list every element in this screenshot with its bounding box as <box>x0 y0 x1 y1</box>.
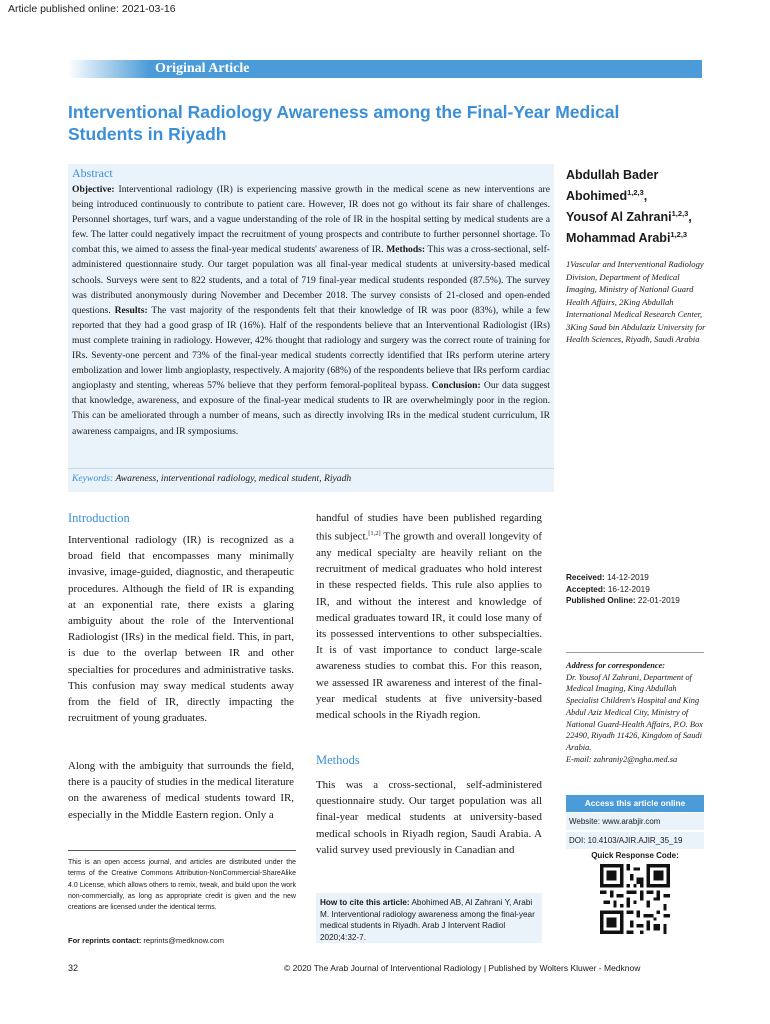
introduction-heading: Introduction <box>68 511 130 525</box>
how-to-cite-box <box>316 893 542 943</box>
conclusion-label: Conclusion: <box>431 380 481 392</box>
article-dates <box>566 572 680 607</box>
qr-label: Quick Response Code: <box>591 851 679 860</box>
intro-paragraph-2: Along with the ambiguity that surrounds the field, there is a paucity of studies in the medical literature on the awareness of medical students toward IR, especially in the Middle Eastern region. Only a <box>68 760 294 821</box>
doi-row[interactable]: DOI: 10.4103/AJIR.AJIR_35_19 <box>566 832 704 849</box>
author-1-affil: 1,2,3 <box>627 188 644 197</box>
intro-p3-start: handful of studies have been published regarding this subject. <box>316 512 542 543</box>
author-3 <box>566 226 706 247</box>
reprints-label: For reprints contact: <box>68 936 142 945</box>
correspondence-divider <box>566 652 704 653</box>
correspondence-address: Dr. Yousof Al Zahrani, Department of Medical Imaging, King Abdullah Specialist Children's Hospital and King Abdul Aziz Medical City, Ministry of National Guard-Health Affairs, P.O. Box 22490, Riyadh 11426, Kingdom of Saudi Arabia. <box>566 672 703 752</box>
keywords-text: Awareness, interventional radiology, medical student, Riyadh <box>113 473 352 484</box>
citation-ref: [1,2] <box>368 530 381 538</box>
keywords-label: Keywords: <box>72 473 114 484</box>
cite-label: How to cite this article: <box>320 898 410 907</box>
methods-heading: Methods <box>316 753 360 767</box>
online-date <box>566 595 680 607</box>
license-divider <box>68 850 296 851</box>
abstract-heading: Abstract <box>72 166 113 180</box>
online-label: Published Online: <box>566 596 636 606</box>
author-1: Abdullah Bader Abohimed$^{1,2,3}$, <box>566 168 659 204</box>
qr-code-icon[interactable] <box>600 864 670 934</box>
author-1-name: Abdullah Bader Abohimed <box>566 168 659 204</box>
results-text: The vast majority of the respondents felt that their knowledge of IR was poor (83%), while a few reported that they had a good grasp of IR (16%). Half of the respondents believe that an Interventional Radiologist (IRs) must complete training in radiology. However, 42% thought that radiology and surgery was the correct route of training for IRs. Seventy-one percent and 73% of the final-year medical students correctly identified that IRs perform uterine artery embolization and lower limb angioplasty, respectively. A majority (68%) of the respondents believe that IRs perform cardiac angioplasty and stenting, whereas 57% believe that they perform femoral-popliteal bypass. <box>72 304 550 392</box>
cite-text: Abohimed AB, Al Zahrani Y, Arabi M. Interventional radiology awareness among the final-year medical students in Riyadh. Arab J Intervent Radiol 2020;4:32-7. <box>320 898 535 942</box>
keywords-divider <box>68 468 554 469</box>
objective-label: Objective: <box>72 184 115 195</box>
correspondence-label: Address for correspondence: <box>566 661 666 670</box>
intro-p3-end: The growth and overall longevity of any medical specialty are heavily reliant on the recruitment of medical graduates who hold interest in these respected fields. This rule also applies to IR, and without the interest and knowledge of medical graduates toward IR, it could lose many of its possessed interventions to other subspecialties. It is of vast importance to conduct large-scale awareness studies to combat this. For this reason, we assessed IR awareness and interest of the final-year medical students at five university-based medical schools in the Riyadh region. <box>316 530 542 722</box>
received-label: Received: <box>566 573 605 582</box>
author-2-name: Yousof Al Zahrani <box>566 210 672 225</box>
accepted-date <box>566 584 680 596</box>
received-value: 14-12-2019 <box>604 573 649 582</box>
accepted-label: Accepted: <box>566 584 606 594</box>
keywords <box>72 473 550 484</box>
intro-paragraph-1: Interventional radiology (IR) is recognized as a broad field that encompasses many minimally invasive, image-guided, diagnostic, and therapeutic procedures. Although the field of IR is expanding at an exponential rate, there exists a glaring ambiguity about the role of the Interventional Radiologist (IRs) in the medical field. This, in part, is due to the overlap between IR and other specialties for procedures and administrative tasks. This confusion may sway medical students away from the field of IR, directly impacting the recruitment of young graduates. <box>68 534 294 725</box>
reprints-contact <box>68 936 224 945</box>
abstract-text <box>72 182 550 439</box>
affiliations: 1Vascular and Interventional Radiology Division, Department of Medical Imaging, Ministry of National Guard Health Affairs, 2King Abdullah International Medical Research Center, 3King Saud bin Abdulaziz University for Health Sciences, Riyadh, Saudi Arabia <box>566 259 706 344</box>
accepted-value: 16-12-2019 <box>605 584 650 594</box>
methods-text: This was a cross-sectional, self-administered questionnaire study. Our target population was all final-year medical students at university-based medical schools. Surveys were sent to 822 students, and a total of 719 final-year medical students responded (87.5%). The survey was distributed anonymously during November and December 2018. The survey consists of 21-closed and open-ended questions. <box>72 244 550 316</box>
conclusion-text: Our data suggest that knowledge, awareness, and exposure of the final-year medical students to IR are overwhelmingly poor in the region. This can be ameliorated through a number of means, such as directly involving IRs in the medical student curriculum, IR awareness campaigns, and IR symposiums. <box>72 380 550 437</box>
author-3-name: Mohammad Arabi <box>566 231 671 246</box>
methods-paragraph: This was a cross-sectional, self-administered questionnaire study. Our target population was all final-year medical students at university-based medical schools in Riyadh region, Saudi Arabia. A valid survey used previously in Canadian and <box>316 779 542 856</box>
online-value: 22-01-2019 <box>635 596 680 606</box>
correspondence <box>566 660 706 765</box>
article-type-label: Original Article <box>155 61 250 76</box>
reprints-email: reprints@medknow.com <box>141 936 224 945</box>
author-2: Yousof Al Zahrani$^{1,2,3}$, <box>566 209 692 225</box>
paper-title: Interventional Radiology Awareness among the Final-Year Medical Students in Riyadh <box>68 102 620 144</box>
page-number: 32 <box>68 963 79 973</box>
results-label: Results: <box>114 304 148 316</box>
footer-copyright: © 2020 The Arab Journal of Interventional Radiology | Published by Wolters Kluwer - Medknow <box>284 963 641 973</box>
author-2-affil: 1,2,3 <box>671 209 689 219</box>
correspondence-email: E-mail: zahraniy2@ngha.med.sa <box>566 754 678 764</box>
published-date: Article published online: 2021-03-16 <box>8 3 176 15</box>
intro-paragraph-3 <box>316 510 542 723</box>
author-3-affil: 1,2,3 <box>670 230 688 240</box>
website-row[interactable]: Website: www.arabjir.com <box>566 813 704 830</box>
methods-label: Methods: <box>386 244 426 256</box>
article-type-bar-fade <box>68 60 150 78</box>
objective-text: Interventional radiology (IR) is experiencing massive growth in the medical scene as new interventions are being introduced continuously to contribute to patient care. However, IR does not go without its fair share of challenges. Personnel shortages, turf wars, and a vague understanding of the role of IR in the hospital setting by medical students are a few. The latter could negatively impact the recruitment of young prospects and contribute to further personnel shortage. To combat this, we aimed to assess the final-year medical students' awareness of IR. <box>72 184 550 256</box>
access-online-heading: Access this article online <box>566 795 704 812</box>
received-date <box>566 572 680 584</box>
author-list <box>566 166 706 247</box>
license-text: This is an open access journal, and articles are distributed under the terms of the Creative Commons Attribution-NonCommercial-ShareAlike 4.0 License, which allows others to remix, tweak, and build upon the work non-commercially, as long as appropriate credit is given and the new creations are licensed under the identical terms. <box>68 859 296 912</box>
